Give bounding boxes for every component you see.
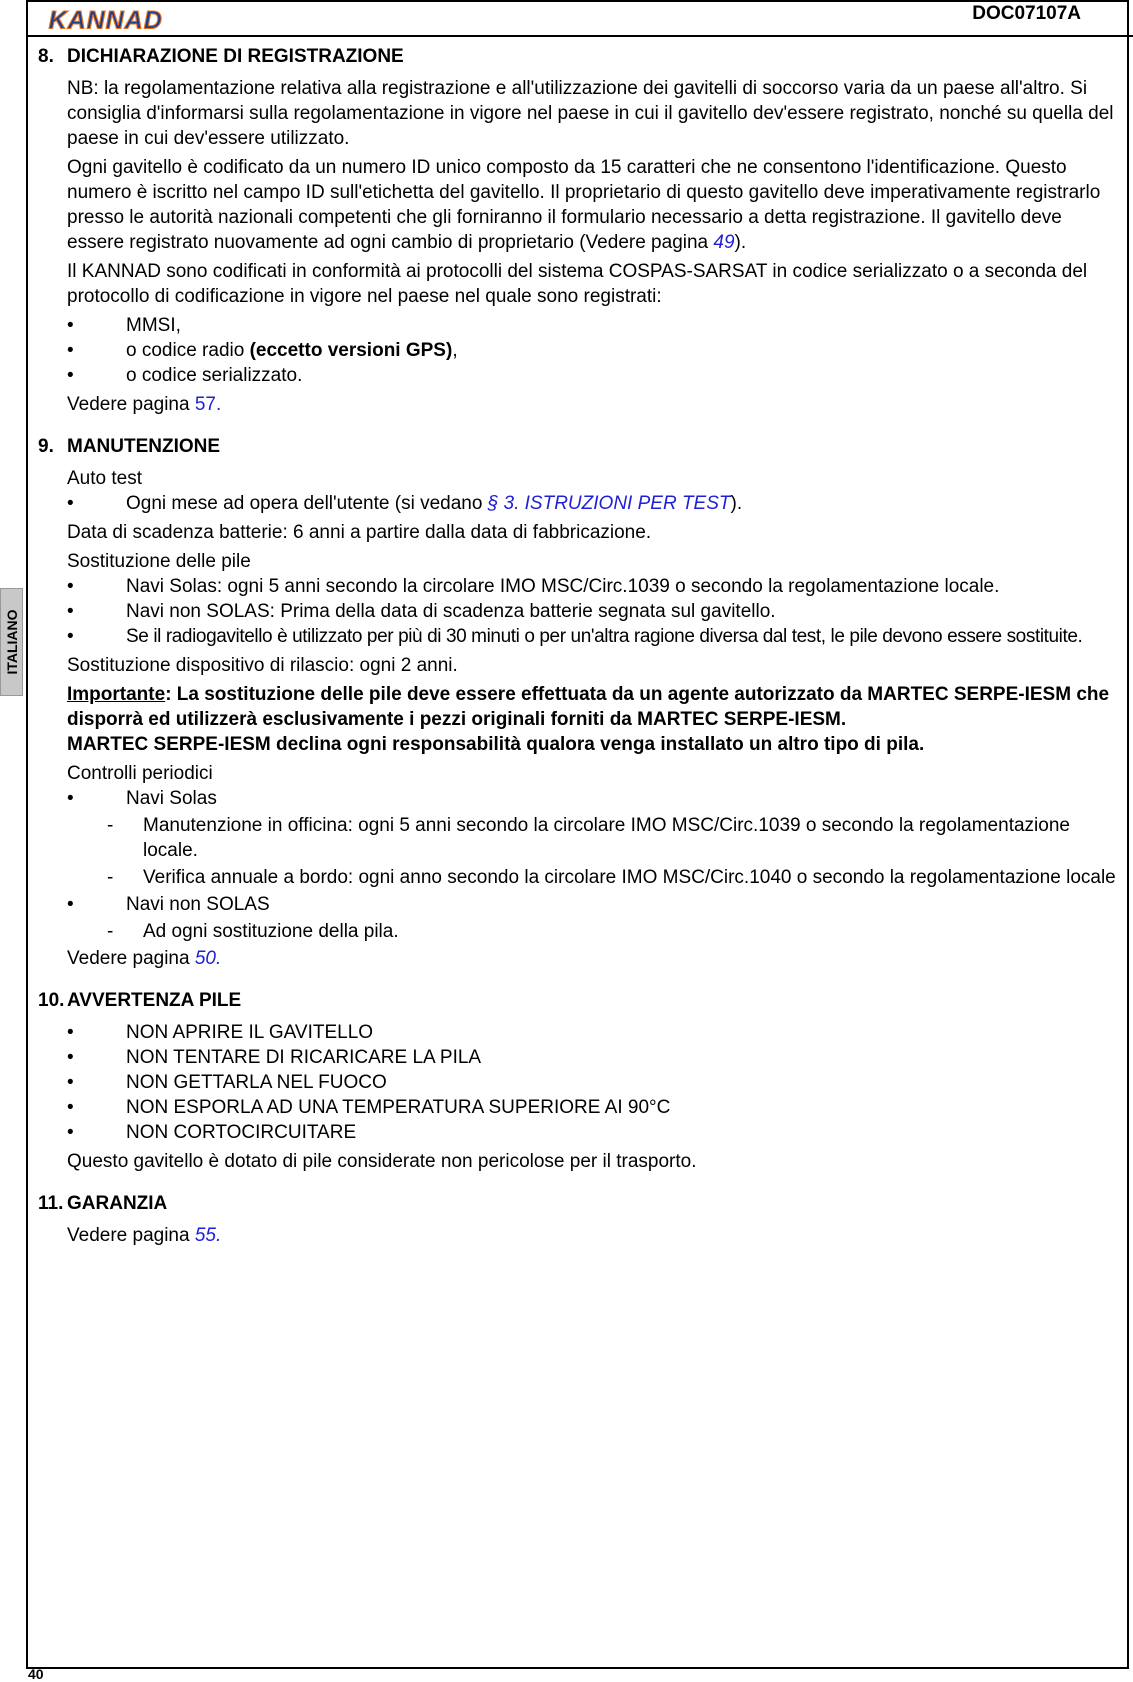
section-heading (38, 434, 1120, 459)
list-item (97, 919, 1120, 944)
list-item-text: NON ESPORLA AD UNA TEMPERATURA SUPERIORE AI 90°C (126, 1097, 671, 1118)
important-label: Importante (67, 684, 166, 705)
important-text: : La sostituzione delle pile deve essere effettuata da un agente autorizzato da MARTEC SERPE-IESM che disporrà ed utilizzerà esclusivamente i pezzi originali forniti da MARTEC SERPE-IESM. (67, 684, 1110, 730)
subheading: Sostituzione delle pile (67, 551, 251, 572)
list-item-text: Ad ogni sostituzione della pila. (143, 921, 399, 942)
header-divider (26, 35, 1133, 37)
section-heading (38, 1191, 1120, 1216)
text: Vedere pagina (67, 394, 195, 415)
section-heading (38, 44, 1120, 69)
list-item-text: NON GETTARLA NEL FUOCO (126, 1072, 387, 1093)
bullet-list (67, 892, 1120, 917)
see-page (67, 392, 1120, 417)
list-item-text: Se il radiogavitello è utilizzato per più di 30 minuti o per un'altra ragione diversa dal test, le pile devono essere sostituite. (126, 626, 1083, 647)
list-item (67, 574, 1120, 599)
important-note-2: MARTEC SERPE-IESM declina ogni responsabilità qualora venga installato un altro tipo di pila. (67, 734, 925, 755)
section-title: DICHIARAZIONE DI REGISTRAZIONE (67, 46, 404, 67)
section-number: 9. (38, 436, 54, 457)
section-maintenance (38, 434, 1120, 971)
list-item-text: NON TENTARE DI RICARICARE LA PILA (126, 1047, 482, 1068)
list-item-text: NON APRIRE IL GAVITELLO (126, 1022, 374, 1043)
list-item (67, 363, 1120, 388)
language-tab (0, 588, 23, 696)
list-item (67, 1045, 1120, 1070)
list-item-text: Navi Solas: ogni 5 anni secondo la circolare IMO MSC/Circ.1039 o secondo la regolamentazione locale. (126, 576, 1000, 597)
list-item (67, 313, 1120, 338)
list-item (67, 624, 1120, 649)
section-title: GARANZIA (67, 1193, 168, 1214)
dash-list (97, 919, 1120, 944)
paragraph: Data di scadenza batterie: 6 anni a partire dalla data di fabbricazione. (67, 522, 652, 543)
bullet: • (67, 1072, 74, 1093)
list-item (67, 491, 1120, 516)
bullet: • (67, 626, 74, 647)
paragraph: Il KANNAD sono codificati in conformità ai protocolli del sistema COSPAS-SARSAT in codice serializzato o a seconda del protocollo di codificazione in vigore nel paese nel quale sono registrati: (67, 261, 1088, 307)
list-item-text: MMSI, (126, 315, 181, 336)
paragraph-text: ). (734, 232, 747, 253)
list-item (67, 786, 1120, 811)
svg-text:KANNAD: KANNAD (48, 6, 163, 32)
list-item-text: Navi non SOLAS (126, 894, 270, 915)
dash: - (107, 921, 114, 942)
page-content (38, 44, 1120, 1265)
text: Vedere pagina (67, 1225, 195, 1246)
list-item-text (126, 338, 458, 363)
text: o codice radio (126, 340, 250, 361)
bullet: • (67, 365, 74, 386)
list-item (67, 1070, 1120, 1095)
bullet: • (67, 315, 74, 336)
list-item (67, 1020, 1120, 1045)
language-tab-label: ITALIANO (3, 609, 20, 675)
bullet: • (67, 1122, 74, 1143)
page-link-55[interactable]: 55. (194, 1225, 222, 1246)
section-number: 11. (38, 1193, 64, 1214)
section-warranty (38, 1191, 1120, 1248)
see-page (67, 946, 1120, 971)
see-page (67, 1223, 1120, 1248)
dash-list (97, 813, 1120, 890)
paragraph-text: Ogni gavitello è codificato da un numero ID unico composto da 15 caratteri che ne consentono l'identificazione. Questo numero è iscritto nel campo ID sull'etichetta del gavitello. Il proprietario di questo gavitello deve imperativamente registrarlo presso le autorità nazionali competenti che gli forniranno il formulario necessario a detta registrazione. Il gavitello deve essere registrato nuovamente ad ogni cambio di proprietario (Vedere pagina (67, 157, 1101, 253)
dash: - (107, 815, 114, 836)
bullet-list (67, 1020, 1120, 1145)
page-link-49[interactable]: 49 (713, 232, 735, 253)
bullet: • (67, 493, 74, 514)
subheading: Controlli periodici (67, 763, 213, 784)
text: ). (730, 493, 743, 514)
bullet: • (67, 788, 74, 809)
list-item-text: Navi non SOLAS: Prima della data di scadenza batterie segnata sul gavitello. (126, 601, 776, 622)
section-battery-warning (38, 988, 1120, 1174)
list-item-text: Verifica annuale a bordo: ogni anno secondo la circolare IMO MSC/Circ.1040 o secondo la regolamentazione locale (143, 867, 1116, 888)
kannad-logo (44, 6, 172, 32)
bullet-list (67, 491, 1120, 516)
list-item-text: o codice serializzato. (126, 365, 303, 386)
text: , (452, 340, 458, 361)
paragraph: NB: la regolamentazione relativa alla registrazione e all'utilizzazione dei gavitelli di soccorso varia da un paese all'altro. Si consiglia d'informarsi sulla regolamentazione in vigore nel paese in cui il gavitello dev'essere registrato, nonché su quella del paese in cui dev'essere utilizzato. (67, 78, 1114, 149)
list-item (67, 892, 1120, 917)
section-heading (38, 988, 1120, 1013)
bullet-list (67, 786, 1120, 811)
important-note (67, 682, 1120, 732)
paragraph: Questo gavitello è dotato di pile considerate non pericolose per il trasporto. (67, 1151, 697, 1172)
paragraph: Sostituzione dispositivo di rilascio: ogni 2 anni. (67, 655, 458, 676)
bullet-list (67, 574, 1120, 649)
paragraph (67, 155, 1120, 255)
section-registration (38, 44, 1120, 417)
bullet: • (67, 601, 74, 622)
subheading: Auto test (67, 468, 142, 489)
bullet: • (67, 340, 74, 361)
list-item-text: Navi Solas (126, 788, 217, 809)
list-item (67, 1095, 1120, 1120)
page-link-50[interactable]: 50. (194, 948, 222, 969)
list-item (97, 813, 1120, 863)
section-title: AVVERTENZA PILE (67, 990, 242, 1011)
bullet: • (67, 1022, 74, 1043)
bullet-list (67, 313, 1120, 388)
page-link-57[interactable]: 57. (194, 394, 222, 415)
bullet: • (67, 1047, 74, 1068)
list-item (67, 338, 1120, 363)
document-id: DOC07107A (972, 3, 1081, 24)
list-item (97, 865, 1120, 890)
list-item-text: Manutenzione in officina: ogni 5 anni secondo la circolare IMO MSC/Circ.1039 o secondo la regolamentazione locale. (143, 815, 1070, 861)
bold-text: (eccetto versioni GPS) (249, 340, 453, 361)
bullet: • (67, 1097, 74, 1118)
bullet: • (67, 576, 74, 597)
list-item-text: NON CORTOCIRCUITARE (126, 1122, 357, 1143)
list-item-text (126, 491, 742, 516)
dash: - (107, 867, 114, 888)
list-item (67, 1120, 1120, 1145)
text: Ogni mese ad opera dell'utente (si vedano (126, 493, 488, 514)
bullet: • (67, 894, 74, 915)
section-number: 8. (38, 46, 54, 67)
list-item (67, 599, 1120, 624)
section-title: MANUTENZIONE (67, 436, 221, 457)
page-number: 40 (28, 1666, 44, 1682)
text: Vedere pagina (67, 948, 195, 969)
section-link-test[interactable]: § 3. ISTRUZIONI PER TEST (487, 493, 731, 514)
section-number: 10. (38, 990, 65, 1011)
